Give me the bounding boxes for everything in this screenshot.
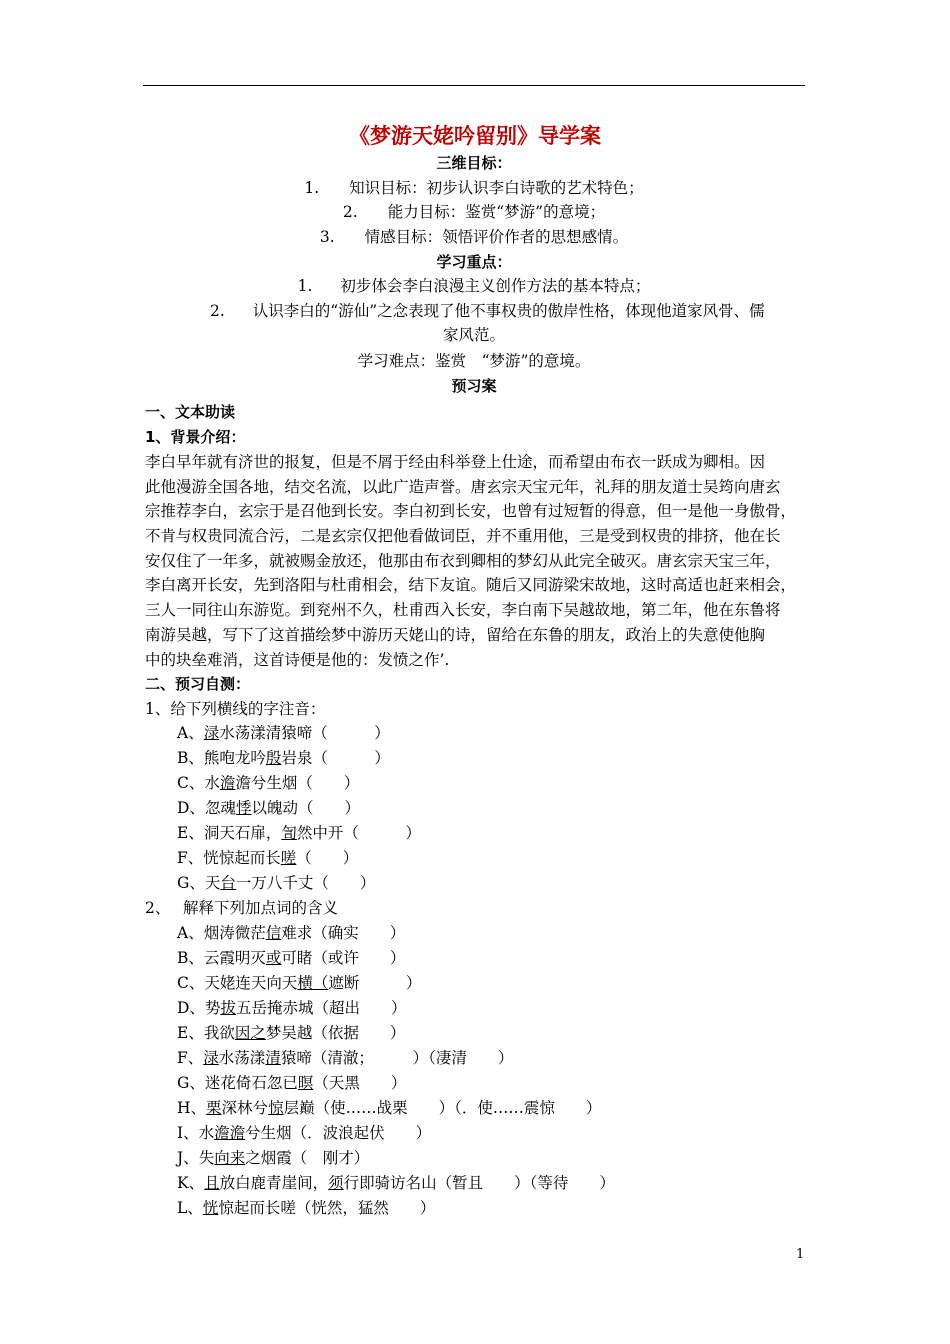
item-text: 初步体会李白浪漫主义创作方法的基本特点；: [340, 277, 651, 295]
q2-item-g: [177, 1071, 406, 1095]
underlined-char: 殷: [265, 749, 282, 767]
item-label: H、: [177, 1099, 207, 1117]
q1-item-b: [177, 746, 390, 770]
item-text: 难求（确实 ）: [281, 924, 406, 942]
section1-heading: 一、文本助读: [145, 403, 236, 421]
preview-heading: 预习案: [451, 377, 497, 395]
q1-title: 1、给下列横线的字注音：: [145, 700, 326, 718]
underlined-word: 或: [265, 949, 282, 967]
item-text: 澹兮生烟（ ）: [235, 774, 360, 792]
item-label: J、: [177, 1149, 199, 1167]
key-point-item-2-cont: 家风范。: [442, 326, 505, 344]
item-text: 层巅（使……战栗 ）（．使……震惊 ）: [283, 1099, 602, 1117]
underlined-word: 惊: [268, 1099, 284, 1117]
underlined-word: 向来: [214, 1149, 246, 1167]
item-number: 2.: [342, 203, 358, 221]
section2-heading: 二、预习自测：: [145, 675, 251, 693]
objective-item-3: [143, 225, 805, 249]
q2-item-h: [177, 1096, 601, 1120]
item-text: （天黑 ）: [313, 1074, 407, 1092]
item-text: 猿啼（清澈； ）（凄清 ）: [280, 1049, 514, 1067]
objective-item-1: [143, 176, 805, 200]
item-text: 失: [198, 1149, 215, 1167]
underlined-char: 渌: [203, 724, 220, 742]
item-label: C、: [177, 974, 205, 992]
underlined-char: 台: [220, 874, 236, 892]
item-text: 遮断 ）: [328, 974, 422, 992]
q1-item-e: [177, 821, 421, 845]
paragraph-line: 李白离开长安，先到洛阳与杜甫相会，结下友谊。随后又同游梁宋故地，这时高适也赶来相会，: [145, 576, 797, 595]
item-text: 兮生烟（．波浪起伏 ）: [245, 1124, 432, 1142]
paragraph-line: 中的块垒难消，这首诗便是他的：发愤之作’.: [145, 650, 450, 669]
underlined-word: 因之: [234, 1024, 266, 1042]
underlined-word: 且: [204, 1174, 220, 1192]
underlined-word: 信: [265, 924, 282, 942]
q1-item-g: [177, 871, 375, 895]
underlined-char: 訇: [281, 824, 297, 842]
underlined-char: 澹: [219, 774, 236, 792]
item-text: 水: [204, 774, 220, 792]
item-label: B、: [177, 749, 204, 767]
item-label: A、: [177, 924, 204, 942]
q2-item-k: [177, 1171, 615, 1195]
item-text: 水: [198, 1124, 215, 1142]
item-text: 洞天石扉，: [203, 824, 282, 842]
underlined-word: 横（: [297, 974, 329, 992]
item-text: 云霞明灭: [203, 949, 266, 967]
difficulty-line: 学习难点：鉴赏 “梦游”的意境。: [357, 352, 591, 370]
underlined-word: 须: [328, 1174, 344, 1192]
item-text: 可睹（或许 ）: [281, 949, 406, 967]
q2-item-d: [177, 996, 406, 1020]
item-text: 五岳掩赤城（超出 ）: [235, 999, 407, 1017]
item-text: 以魄动（ ）: [251, 799, 360, 817]
item-number: 3.: [319, 228, 335, 246]
item-text: 我欲: [203, 1024, 235, 1042]
paragraph-line: 李白早年就有济世的报复，但是不屑于经由科举登上仕途，而希望由布衣一跃成为卿相。因: [145, 453, 766, 471]
page-number: 1: [796, 1247, 805, 1262]
item-text: 水荡漾: [218, 1049, 266, 1067]
item-label: D、: [177, 999, 205, 1017]
key-point-item-1: [143, 274, 805, 298]
item-text: 岩泉（ ）: [281, 749, 390, 767]
item-text: 然中开（ ）: [296, 824, 421, 842]
item-label: L、: [177, 1199, 203, 1217]
item-text: 惊起而长嗟（恍然，猛然 ）: [218, 1199, 436, 1217]
q2-item-b: [177, 946, 405, 970]
underlined-char: 嗟: [280, 849, 297, 867]
item-label: C、: [177, 774, 205, 792]
item-text: 认识李白的“游仙”之念表现了他不事权贵的傲岸性格，体现他道家风骨、儒: [252, 302, 765, 320]
item-number: 1.: [297, 277, 313, 295]
item-label: F、: [177, 849, 204, 867]
item-text: 水荡漾清猿啼（ ）: [219, 724, 390, 742]
item-label: G、: [177, 874, 205, 892]
item-label: D、: [177, 799, 205, 817]
item-text: 深林兮: [221, 1099, 269, 1117]
underlined-word: 澹澹: [214, 1124, 246, 1142]
paragraph-line: 不肯与权贵同流合污，二是玄宗仅把他看做词臣，并不重用他，三是受到权贵的排挤，他在长: [145, 527, 781, 546]
item-label: B、: [177, 949, 204, 967]
paragraph-line: 三人一同往山东游览。到兖州不久，杜甫西入长安，李白南下吴越故地，第二年，他在东鲁将: [145, 601, 781, 620]
item-label: K、: [177, 1174, 205, 1192]
item-text: 迷花倚石忽已: [204, 1074, 298, 1092]
item-text: 知识目标：初步认识李白诗歌的艺术特色；: [349, 179, 644, 197]
q1-item-d: [177, 796, 360, 820]
item-text: 梦吴越（依据 ）: [265, 1024, 406, 1042]
background-paragraph: [145, 450, 810, 672]
objectives-heading: 三维目标：: [436, 154, 512, 172]
key-point-item-2: [210, 299, 765, 323]
q2-item-j: [177, 1146, 369, 1170]
underlined-word: 渌: [203, 1049, 219, 1067]
q2-item-a: [177, 921, 405, 945]
item-text: 放白鹿青崖间，: [219, 1174, 329, 1192]
q1-item-c: [177, 771, 359, 795]
item-label: A、: [177, 724, 204, 742]
item-text: 忽魂: [204, 799, 236, 817]
item-number: 2.: [210, 302, 225, 320]
underlined-word: 栗: [206, 1099, 222, 1117]
key-points-heading: 学习重点：: [436, 253, 512, 271]
page-title: 《梦游天姥吟留别》导学案: [349, 124, 601, 148]
q2-item-e: [177, 1021, 405, 1045]
header-rule: [143, 85, 805, 86]
q1-item-a: [177, 721, 390, 745]
q2-item-l: [177, 1196, 435, 1220]
item-label: G、: [177, 1074, 205, 1092]
item-number: 1.: [304, 179, 320, 197]
objective-item-2: [143, 200, 805, 224]
item-text: 行即骑访名山（暂且 ）（等待 ）: [343, 1174, 615, 1192]
item-text: 烟涛微茫: [203, 924, 266, 942]
item-text: 之烟霞（ 刚才）: [245, 1149, 370, 1167]
item-label: E、: [177, 824, 204, 842]
item-text: （ ）: [296, 849, 359, 867]
underlined-char: 悸: [235, 799, 252, 817]
paragraph-line: 南游吴越，写下了这首描绘梦中游历天姥山的诗，留给在东鲁的朋友，政治上的失意使他胸: [145, 625, 766, 644]
item-label: F、: [177, 1049, 204, 1067]
item-text: 势: [204, 999, 221, 1017]
item-label: E、: [177, 1024, 204, 1042]
underlined-word: 清: [265, 1049, 281, 1067]
section1-subheading: 1、背景介绍：: [145, 428, 246, 446]
q2-title: 2、 解释下列加点词的含义: [145, 899, 339, 917]
q2-item-c: [177, 971, 421, 995]
item-text: 熊咆龙吟: [203, 749, 266, 767]
q2-item-f: [177, 1046, 513, 1070]
item-text: 恍惊起而长: [203, 849, 281, 867]
paragraph-line: 此他漫游全国各地，结交名流，以此广造声誉。唐玄宗天宝元年，礼拜的朋友道士吴筠向唐玄: [145, 477, 781, 496]
item-text: 一万八千丈（ ）: [235, 874, 376, 892]
item-text: 天姥连天向天: [204, 974, 298, 992]
paragraph-line: 宗推荐李白，玄宗于是召他到长安。李白初到长安，也曾有过短暂的得意，但一是他一身傲骨，: [145, 502, 797, 521]
item-text: 情感目标：领悟评价作者的思想感情。: [364, 228, 629, 246]
q1-item-f: [177, 846, 358, 870]
underlined-word: 暝: [297, 1074, 314, 1092]
underlined-word: 恍: [202, 1199, 219, 1217]
underlined-word: 拔: [220, 999, 236, 1017]
item-label: I、: [177, 1124, 199, 1142]
paragraph-line: 安仅住了一年多，就被赐金放还，他那由布衣到卿相的梦幻从此完全破灭。唐玄宗天宝三年，: [145, 551, 781, 570]
q2-item-i: [177, 1121, 431, 1145]
item-text: 天: [204, 874, 221, 892]
item-text: 能力目标：鉴赏“梦游”的意境；: [387, 203, 606, 221]
